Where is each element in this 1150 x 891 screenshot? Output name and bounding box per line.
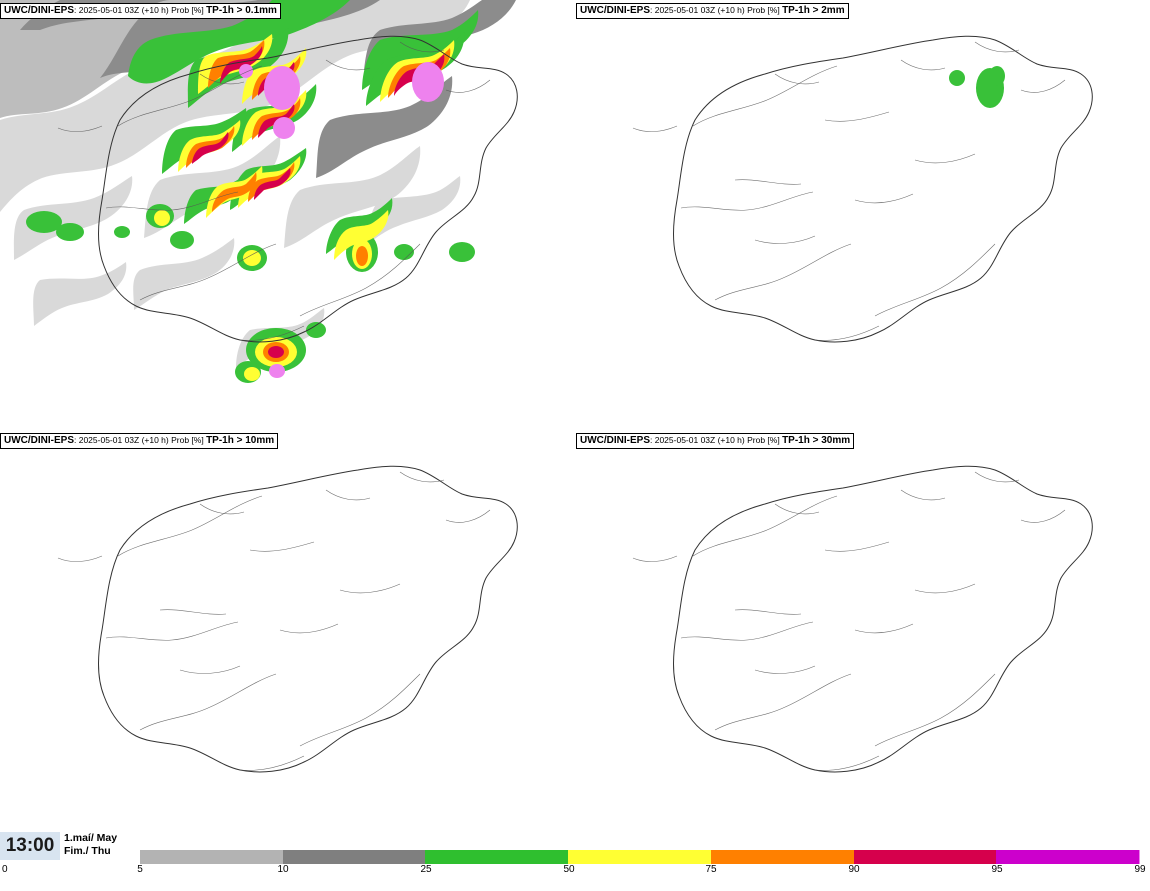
panel-param-3: TP-1h > 30mm — [782, 435, 851, 446]
colorbar-segment-5-10 — [140, 850, 283, 864]
colorbar-tick-99: 99 — [1134, 864, 1146, 875]
panel-model-3: UWC/DINI-EPS — [580, 435, 650, 446]
map-panel-tp1h-10mm[interactable] — [0, 430, 575, 860]
panel-param-1: TP-1h > 2mm — [782, 5, 845, 16]
valid-date-line2: Fim./ Thu — [64, 844, 111, 857]
colorbar-segment-10-25 — [283, 850, 426, 864]
colorbar — [137, 850, 1146, 875]
footer-bar — [0, 832, 1150, 891]
map-canvas-0 — [0, 0, 575, 430]
colorbar-tick-25: 25 — [420, 864, 432, 875]
valid-time: 13:00 — [0, 832, 60, 860]
colorbar-segment-95-99 — [996, 850, 1139, 864]
map-panel-tp1h-2mm[interactable] — [575, 0, 1150, 430]
colorbar-segment-99-100 — [1139, 850, 1140, 864]
panel-model-1: UWC/DINI-EPS — [580, 5, 650, 16]
panel-param-2: TP-1h > 10mm — [206, 435, 275, 446]
panel-run-2: : 2025-05-01 03Z (+10 h) Prob [%] — [74, 435, 207, 445]
panel-run-3: : 2025-05-01 03Z (+10 h) Prob [%] — [650, 435, 783, 445]
valid-date — [64, 832, 117, 857]
colorbar-tick-5: 5 — [137, 864, 143, 875]
colorbar-tick-90: 90 — [848, 864, 860, 875]
panel-title-0 — [0, 3, 281, 19]
colorbar-tick-50: 50 — [563, 864, 575, 875]
colorbar-segment-75-90 — [711, 850, 854, 864]
colorbar-tick-10: 10 — [277, 864, 289, 875]
panel-run-0: : 2025-05-01 03Z (+10 h) Prob [%] — [74, 5, 207, 15]
panel-param-0: TP-1h > 0.1mm — [206, 5, 277, 16]
colorbar-segment-25-50 — [425, 850, 568, 864]
colorbar-segment-50-75 — [568, 850, 711, 864]
panel-title-2 — [0, 433, 278, 449]
panel-run-1: : 2025-05-01 03Z (+10 h) Prob [%] — [650, 5, 783, 15]
map-panel-tp1h-30mm[interactable] — [575, 430, 1150, 860]
panel-model-0: UWC/DINI-EPS — [4, 5, 74, 16]
panel-title-3 — [576, 433, 854, 449]
colorbar-ticks — [137, 864, 1146, 878]
colorbar-segments — [140, 850, 1140, 864]
panel-model-2: UWC/DINI-EPS — [4, 435, 74, 446]
map-canvas-3 — [575, 430, 1150, 860]
colorbar-tick-95: 95 — [991, 864, 1003, 875]
valid-date-line1: 1.maí/ May — [64, 832, 118, 844]
colorbar-tick-75: 75 — [705, 864, 717, 875]
map-canvas-1 — [575, 0, 1150, 430]
map-panel-tp1h-0p1mm[interactable] — [0, 0, 575, 430]
panel-title-1 — [576, 3, 849, 19]
map-canvas-2 — [0, 430, 575, 860]
colorbar-zero-label: 0 — [2, 864, 8, 875]
colorbar-segment-90-95 — [854, 850, 997, 864]
